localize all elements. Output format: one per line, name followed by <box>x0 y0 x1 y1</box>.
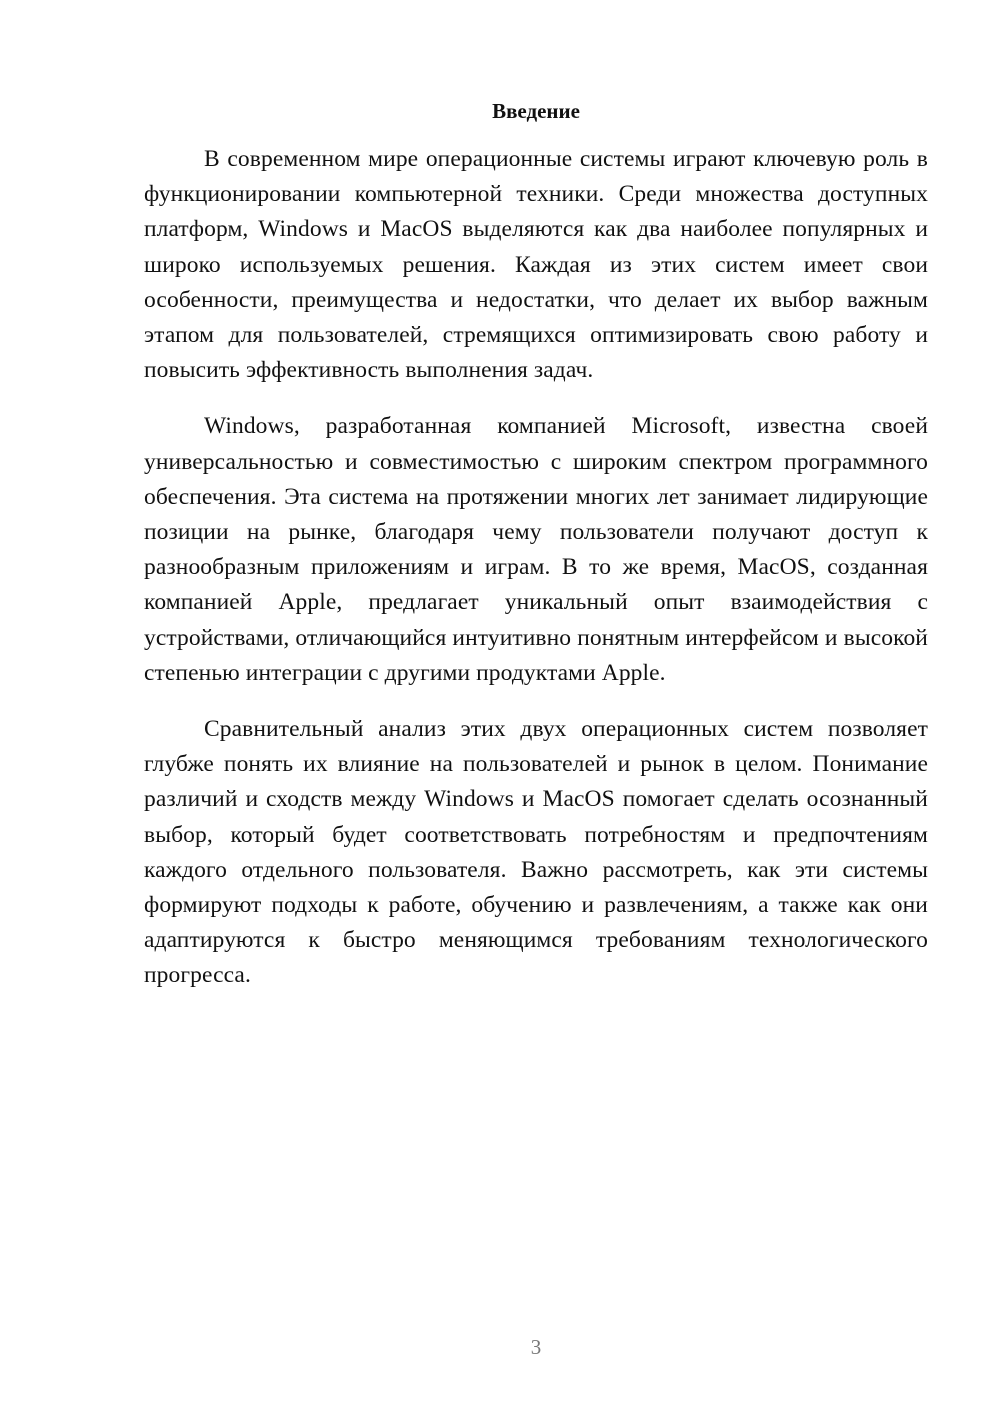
paragraph-2: Windows, разработанная компанией Microsoft, известна своей универсальностью и совместимостью с широким спектром программного обеспечения. Эта система на протяжении многих лет занимает лидирующие позиции на рынке, благодаря чему пользователи получают доступ к разнообразным приложениям и играм. В то же время, MacOS, созданная компанией Apple, предлагает уникальный опыт взаимодействия с устройствами, отличающийся интуитивно понятным интерфейсом и высокой степенью интеграции с другими продуктами Apple. <box>144 413 928 686</box>
page-number: 3 <box>530 1335 542 1359</box>
section-heading: Введение <box>492 99 580 123</box>
body-text <box>144 142 928 1015</box>
paragraph-1: В современном мире операционные системы играют ключевую роль в функционировании компьютерной техники. Среди множества доступных платформ, Windows и MacOS выделяются как два наиболее популярных и широко используемых решения. Каждая из этих систем имеет свои особенности, преимущества и недостатки, что делает их выбор важным этапом для пользователей, стремящихся оптимизировать свою работу и повысить эффективность выполнения задач. <box>144 146 928 384</box>
paragraph-3: Сравнительный анализ этих двух операционных систем позволяет глубже понять их влияние на пользователей и рынок в целом. Понимание различий и сходств между Windows и MacOS помогает сделать осознанный выбор, который будет соответствовать потребностям и предпочтениям каждого отдельного пользователя. Важно рассмотреть, как эти системы формируют подходы к работе, обучению и развлечениям, а также как они адаптируются к быстро меняющимся требованиям технологического прогресса. <box>144 716 928 989</box>
